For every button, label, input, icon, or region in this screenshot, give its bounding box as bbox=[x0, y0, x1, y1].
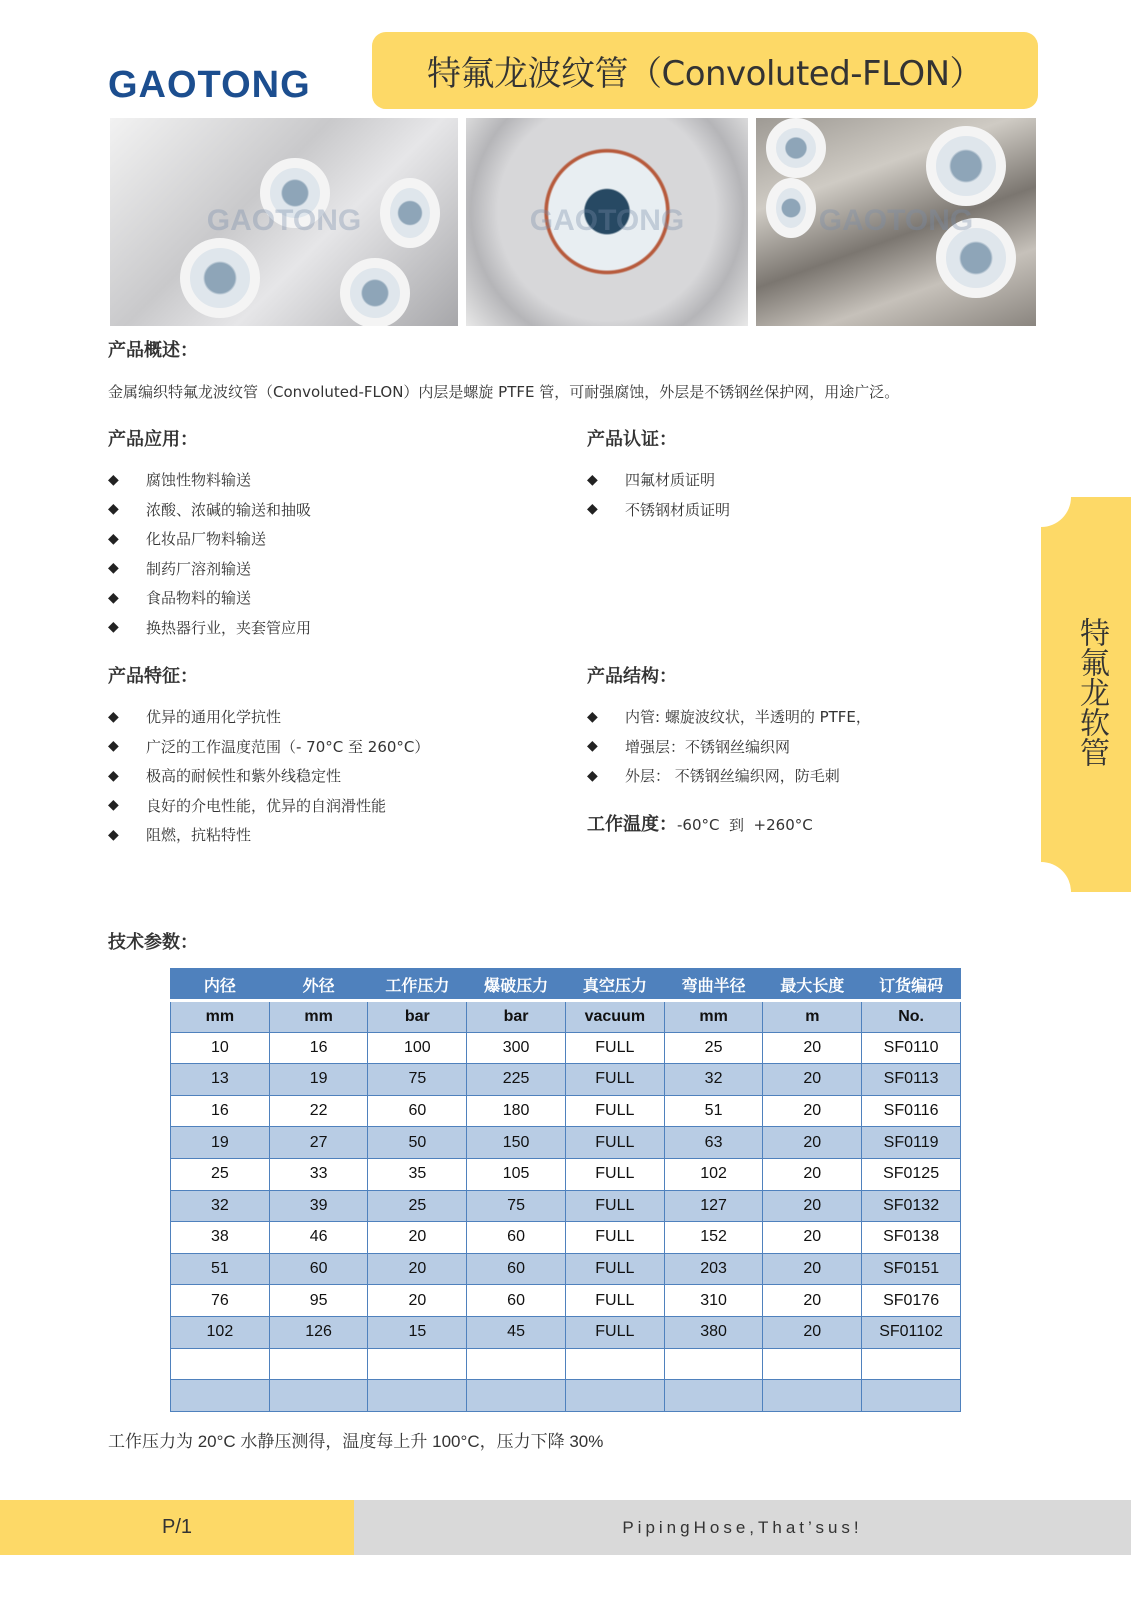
column-header: 弯曲半径 bbox=[664, 969, 763, 1001]
table-row bbox=[171, 1032, 961, 1064]
table-cell: 25 bbox=[171, 1158, 270, 1190]
table-cell: 50 bbox=[368, 1127, 467, 1159]
page-number: P/1 bbox=[0, 1500, 354, 1555]
table-cell: FULL bbox=[565, 1316, 664, 1348]
table-row bbox=[171, 1316, 961, 1348]
table-cell: 102 bbox=[171, 1316, 270, 1348]
table-cell: 60 bbox=[467, 1285, 566, 1317]
table-cell: 25 bbox=[664, 1032, 763, 1064]
unit-cell: m bbox=[763, 1001, 862, 1033]
diamond-bullet-icon: ◆ bbox=[108, 797, 119, 814]
table-cell: 20 bbox=[368, 1222, 467, 1254]
brand-logo: GAOTONG bbox=[108, 64, 311, 106]
table-cell: 19 bbox=[171, 1127, 270, 1159]
table-cell: 20 bbox=[763, 1127, 862, 1159]
diamond-bullet-icon: ◆ bbox=[108, 619, 119, 636]
diamond-bullet-icon: ◆ bbox=[587, 501, 598, 518]
unit-cell: mm bbox=[171, 1001, 270, 1033]
table-cell bbox=[269, 1380, 368, 1412]
table-cell: 20 bbox=[368, 1285, 467, 1317]
table-cell bbox=[862, 1380, 961, 1412]
table-cell: 33 bbox=[269, 1158, 368, 1190]
table-cell: 100 bbox=[368, 1032, 467, 1064]
table-cell bbox=[664, 1380, 763, 1412]
column-header: 真空压力 bbox=[565, 969, 664, 1001]
table-cell: 225 bbox=[467, 1064, 566, 1096]
table-cell: 126 bbox=[269, 1316, 368, 1348]
column-header: 订货编码 bbox=[862, 969, 961, 1001]
list-item: ◆ 阻燃，抗粘特性 bbox=[108, 826, 252, 845]
table-row bbox=[171, 1285, 961, 1317]
table-cell: 16 bbox=[171, 1095, 270, 1127]
table-cell bbox=[368, 1348, 467, 1380]
table-cell: 127 bbox=[664, 1190, 763, 1222]
unit-cell: No. bbox=[862, 1001, 961, 1033]
diamond-bullet-icon: ◆ bbox=[108, 501, 119, 518]
table-cell: 63 bbox=[664, 1127, 763, 1159]
table-cell: 150 bbox=[467, 1127, 566, 1159]
table-cell bbox=[467, 1380, 566, 1412]
column-header: 爆破压力 bbox=[467, 969, 566, 1001]
table-cell: 102 bbox=[664, 1158, 763, 1190]
table-row bbox=[171, 1190, 961, 1222]
table-cell: 27 bbox=[269, 1127, 368, 1159]
table-cell: FULL bbox=[565, 1158, 664, 1190]
table-cell: 60 bbox=[368, 1095, 467, 1127]
table-cell: 20 bbox=[763, 1222, 862, 1254]
unit-cell: bar bbox=[467, 1001, 566, 1033]
certification-list bbox=[587, 465, 730, 524]
unit-cell: vacuum bbox=[565, 1001, 664, 1033]
diamond-bullet-icon: ◆ bbox=[108, 560, 119, 577]
temperature-label: 工作温度： bbox=[587, 814, 677, 835]
photo-watermark: GAOTONG bbox=[529, 204, 685, 237]
photo-watermark: GAOTONG bbox=[818, 204, 974, 237]
table-cell bbox=[763, 1380, 862, 1412]
diamond-bullet-icon: ◆ bbox=[587, 708, 598, 725]
column-header: 内径 bbox=[171, 969, 270, 1001]
table-cell: 20 bbox=[368, 1253, 467, 1285]
diamond-bullet-icon: ◆ bbox=[108, 738, 119, 755]
table-cell: 13 bbox=[171, 1064, 270, 1096]
table-cell: SF0132 bbox=[862, 1190, 961, 1222]
product-photos bbox=[110, 118, 1036, 326]
product-photo-2 bbox=[466, 118, 748, 326]
units-row bbox=[171, 1001, 961, 1033]
specs-heading: 技术参数： bbox=[108, 932, 198, 953]
table-row bbox=[171, 1222, 961, 1254]
overview-heading: 产品概述： bbox=[108, 340, 198, 361]
column-header: 最大长度 bbox=[763, 969, 862, 1001]
list-item: ◆ 优异的通用化学抗性 bbox=[108, 708, 282, 727]
footer-slogan: PipingHose,That’sus! bbox=[354, 1500, 1131, 1555]
table-cell: 20 bbox=[763, 1158, 862, 1190]
tab-notch-bottom bbox=[1011, 862, 1071, 922]
table-cell: SF0119 bbox=[862, 1127, 961, 1159]
product-photo-3 bbox=[756, 118, 1036, 326]
column-header: 工作压力 bbox=[368, 969, 467, 1001]
table-cell: SF01102 bbox=[862, 1316, 961, 1348]
table-cell: 203 bbox=[664, 1253, 763, 1285]
table-cell: 300 bbox=[467, 1032, 566, 1064]
table-cell: 105 bbox=[467, 1158, 566, 1190]
column-header: 外径 bbox=[269, 969, 368, 1001]
table-cell: 51 bbox=[171, 1253, 270, 1285]
table-row bbox=[171, 1380, 961, 1412]
table-cell: 60 bbox=[467, 1222, 566, 1254]
table-cell: 20 bbox=[763, 1095, 862, 1127]
table-cell: 20 bbox=[763, 1285, 862, 1317]
table-cell: 60 bbox=[467, 1253, 566, 1285]
table-cell: FULL bbox=[565, 1095, 664, 1127]
table-row bbox=[171, 1095, 961, 1127]
table-cell: 75 bbox=[368, 1064, 467, 1096]
structure-list bbox=[587, 702, 871, 791]
side-category-tab bbox=[1041, 497, 1131, 892]
list-item: ◆ 化妆品厂物料输送 bbox=[108, 530, 267, 549]
list-item: ◆ 浓酸、浓碱的输送和抽吸 bbox=[108, 500, 312, 519]
page-title: 特氟龙波纹管（Convoluted-FLON） bbox=[426, 54, 984, 94]
table-cell: 60 bbox=[269, 1253, 368, 1285]
table-cell: 32 bbox=[171, 1190, 270, 1222]
list-item: ◆ 内管: 螺旋波纹状，半透明的 PTFE， bbox=[587, 708, 871, 727]
table-cell bbox=[171, 1348, 270, 1380]
unit-cell: mm bbox=[664, 1001, 763, 1033]
side-tab-label: 特氟龙软管 bbox=[1074, 617, 1109, 767]
table-row bbox=[171, 1348, 961, 1380]
table-cell: 46 bbox=[269, 1222, 368, 1254]
table-cell bbox=[565, 1380, 664, 1412]
table-cell: 38 bbox=[171, 1222, 270, 1254]
table-cell: SF0116 bbox=[862, 1095, 961, 1127]
table-cell bbox=[368, 1380, 467, 1412]
diamond-bullet-icon: ◆ bbox=[108, 767, 119, 784]
table-cell: 10 bbox=[171, 1032, 270, 1064]
table-cell bbox=[171, 1380, 270, 1412]
table-cell: 380 bbox=[664, 1316, 763, 1348]
spec-table bbox=[170, 968, 961, 1412]
table-header-row bbox=[171, 969, 961, 1001]
list-item: ◆ 不锈钢材质证明 bbox=[587, 500, 731, 519]
pressure-note: 工作压力为 20°C 水静压测得，温度每上升 100°C，压力下降 30% bbox=[108, 1432, 604, 1451]
diamond-bullet-icon: ◆ bbox=[108, 826, 119, 843]
features-list bbox=[108, 702, 429, 850]
table-cell: 35 bbox=[368, 1158, 467, 1190]
list-item: ◆ 制药厂溶剂输送 bbox=[108, 559, 252, 578]
structure-heading: 产品结构： bbox=[587, 666, 677, 687]
table-cell: FULL bbox=[565, 1032, 664, 1064]
table-row bbox=[171, 1253, 961, 1285]
overview-text: 金属编织特氟龙波纹管（Convoluted-FLON）内层是螺旋 PTFE 管，可耐强腐蚀，外层是不锈钢丝保护网，用途广泛。 bbox=[108, 383, 900, 401]
list-item: ◆ 极高的耐候性和紫外线稳定性 bbox=[108, 767, 342, 786]
spec-table-body bbox=[171, 1032, 961, 1411]
diamond-bullet-icon: ◆ bbox=[587, 767, 598, 784]
table-cell: 95 bbox=[269, 1285, 368, 1317]
list-item: ◆ 腐蚀性物料输送 bbox=[108, 471, 252, 490]
table-cell: 51 bbox=[664, 1095, 763, 1127]
table-cell bbox=[269, 1348, 368, 1380]
diamond-bullet-icon: ◆ bbox=[587, 471, 598, 488]
table-cell bbox=[664, 1348, 763, 1380]
table-cell: 19 bbox=[269, 1064, 368, 1096]
photo-watermark: GAOTONG bbox=[206, 204, 362, 237]
working-temperature bbox=[587, 810, 813, 836]
list-item: ◆ 良好的介电性能，优异的自润滑性能 bbox=[108, 796, 387, 815]
diamond-bullet-icon: ◆ bbox=[108, 471, 119, 488]
table-cell: SF0138 bbox=[862, 1222, 961, 1254]
table-cell: FULL bbox=[565, 1064, 664, 1096]
table-cell: 75 bbox=[467, 1190, 566, 1222]
list-item: ◆ 广泛的工作温度范围（- 70°C 至 260°C） bbox=[108, 737, 430, 756]
table-cell: FULL bbox=[565, 1127, 664, 1159]
table-cell: 22 bbox=[269, 1095, 368, 1127]
table-row bbox=[171, 1158, 961, 1190]
table-cell: 16 bbox=[269, 1032, 368, 1064]
applications-list bbox=[108, 465, 311, 642]
table-row bbox=[171, 1064, 961, 1096]
table-cell: 310 bbox=[664, 1285, 763, 1317]
table-cell: 39 bbox=[269, 1190, 368, 1222]
table-cell: 20 bbox=[763, 1032, 862, 1064]
table-cell: 15 bbox=[368, 1316, 467, 1348]
table-cell: SF0176 bbox=[862, 1285, 961, 1317]
table-cell bbox=[467, 1348, 566, 1380]
table-cell: FULL bbox=[565, 1222, 664, 1254]
table-cell: SF0110 bbox=[862, 1032, 961, 1064]
table-cell: 20 bbox=[763, 1064, 862, 1096]
unit-cell: bar bbox=[368, 1001, 467, 1033]
list-item: ◆ 增强层：不锈钢丝编织网 bbox=[587, 737, 791, 756]
list-item: ◆ 换热器行业，夹套管应用 bbox=[108, 618, 312, 637]
list-item: ◆ 四氟材质证明 bbox=[587, 471, 716, 490]
list-item: ◆ 食品物料的输送 bbox=[108, 589, 252, 608]
table-cell: FULL bbox=[565, 1253, 664, 1285]
table-cell: SF0151 bbox=[862, 1253, 961, 1285]
table-cell: 45 bbox=[467, 1316, 566, 1348]
certification-heading: 产品认证： bbox=[587, 429, 677, 450]
applications-heading: 产品应用： bbox=[108, 429, 198, 450]
features-heading: 产品特征： bbox=[108, 666, 198, 687]
title-banner bbox=[372, 32, 1038, 109]
diamond-bullet-icon: ◆ bbox=[108, 530, 119, 547]
table-cell: 20 bbox=[763, 1316, 862, 1348]
table-cell: 180 bbox=[467, 1095, 566, 1127]
table-cell: 32 bbox=[664, 1064, 763, 1096]
table-cell: 152 bbox=[664, 1222, 763, 1254]
table-cell: 25 bbox=[368, 1190, 467, 1222]
table-cell bbox=[763, 1348, 862, 1380]
unit-cell: mm bbox=[269, 1001, 368, 1033]
diamond-bullet-icon: ◆ bbox=[587, 738, 598, 755]
tab-notch-top bbox=[1011, 467, 1071, 527]
table-cell: FULL bbox=[565, 1190, 664, 1222]
table-cell bbox=[862, 1348, 961, 1380]
table-cell: FULL bbox=[565, 1285, 664, 1317]
table-cell: 20 bbox=[763, 1253, 862, 1285]
table-cell: SF0113 bbox=[862, 1064, 961, 1096]
table-cell: SF0125 bbox=[862, 1158, 961, 1190]
list-item: ◆ 外层： 不锈钢丝编织网，防毛刺 bbox=[587, 767, 840, 786]
table-row bbox=[171, 1127, 961, 1159]
diamond-bullet-icon: ◆ bbox=[108, 708, 119, 725]
product-photo-1 bbox=[110, 118, 458, 326]
table-cell: 20 bbox=[763, 1190, 862, 1222]
table-cell bbox=[565, 1348, 664, 1380]
diamond-bullet-icon: ◆ bbox=[108, 589, 119, 606]
table-cell: 76 bbox=[171, 1285, 270, 1317]
temperature-value: -60°C 到 +260°C bbox=[677, 816, 813, 834]
